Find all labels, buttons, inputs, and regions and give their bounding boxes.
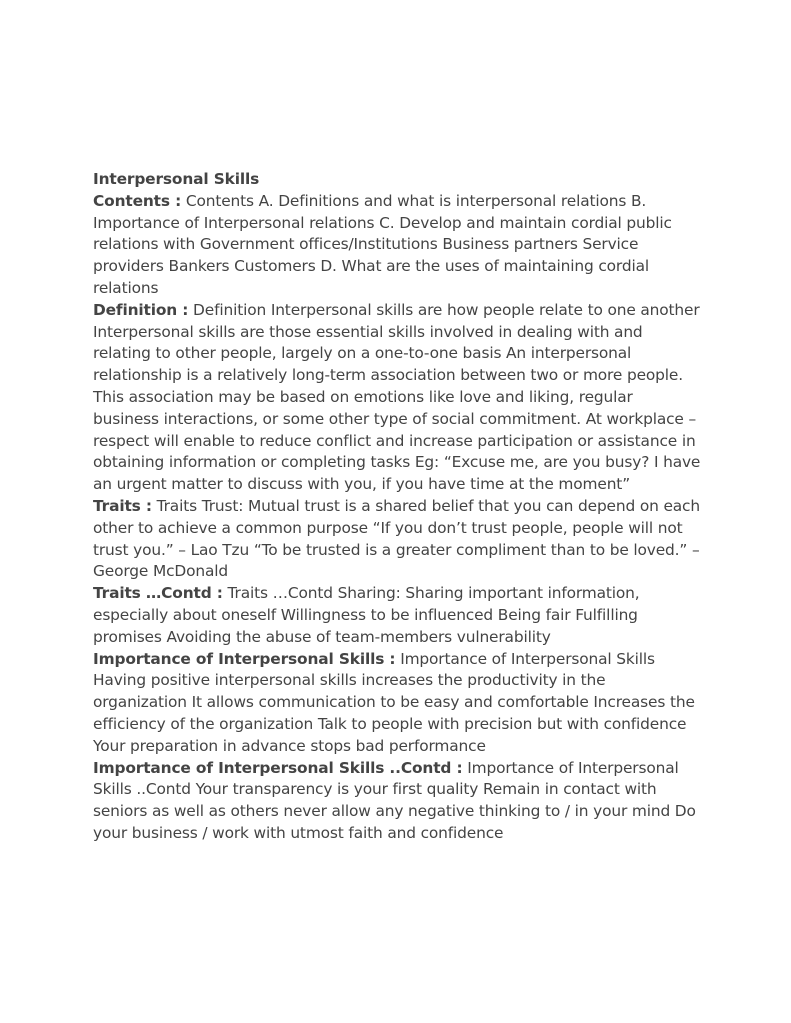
section-body: Traits …Contd Sharing: Sharing important information, especially about oneself Willingness to be influenced Being fair Fulfilling promises Avoiding the abuse of team-members vulnerability	[93, 584, 640, 646]
section-importance-contd	[93, 758, 703, 845]
document-page	[93, 169, 703, 845]
section-contents	[93, 191, 703, 300]
section-heading: Contents :	[93, 191, 182, 210]
section-traits-contd	[93, 583, 703, 648]
section-body: Definition Interpersonal skills are how people relate to one another Interpersonal skills are those essential skills involved in dealing with and relating to other people, largely on a one-to-one basis An interpersonal relationship is a relatively long-term association between two or more people. This association may be based on emotions like love and liking, regular business interactions, or some other type of social commitment. At workplace – respect will enable to reduce conflict and increase participation or assistance in obtaining information or completing tasks Eg: “Excuse me, are you busy? I have an urgent matter to discuss with you, if you have time at the moment”	[93, 300, 701, 494]
section-heading: Definition :	[93, 300, 189, 319]
section-heading: Traits :	[93, 496, 152, 515]
section-body: Importance of Interpersonal Skills ..Contd Your transparency is your first quality Remain in contact with seniors as well as others never allow any negative thinking to / in your mind Do your business / work with utmost faith and confidence	[93, 758, 696, 842]
document-title: Interpersonal Skills	[93, 170, 260, 188]
section-heading: Traits …Contd :	[93, 584, 223, 603]
section-body: Traits Trust: Mutual trust is a shared belief that you can depend on each other to achieve a common purpose “If you don’t trust people, people will not trust you.” – Lao Tzu “To be trusted is a greater compliment than to be loved.” – George McDonald	[93, 496, 700, 581]
section-body: Contents A. Definitions and what is interpersonal relations B. Importance of Interpersonal relations C. Develop and maintain cordial public relations with Government offices/Institutions Business partners Service providers Bankers Customers D. What are the uses of maintaining cordial relations	[93, 191, 672, 297]
section-heading: Importance of Interpersonal Skills :	[93, 649, 396, 668]
section-heading: Importance of Interpersonal Skills ..Contd :	[93, 758, 463, 777]
section-traits	[93, 496, 703, 583]
section-importance	[93, 649, 703, 758]
section-body: Importance of Interpersonal Skills Having positive interpersonal skills increases the productivity in the organization It allows communication to be easy and comfortable Increases the efficiency of the organization Talk to people with precision but with confidence Your preparation in advance stops bad performance	[93, 649, 695, 755]
section-definition	[93, 300, 703, 496]
